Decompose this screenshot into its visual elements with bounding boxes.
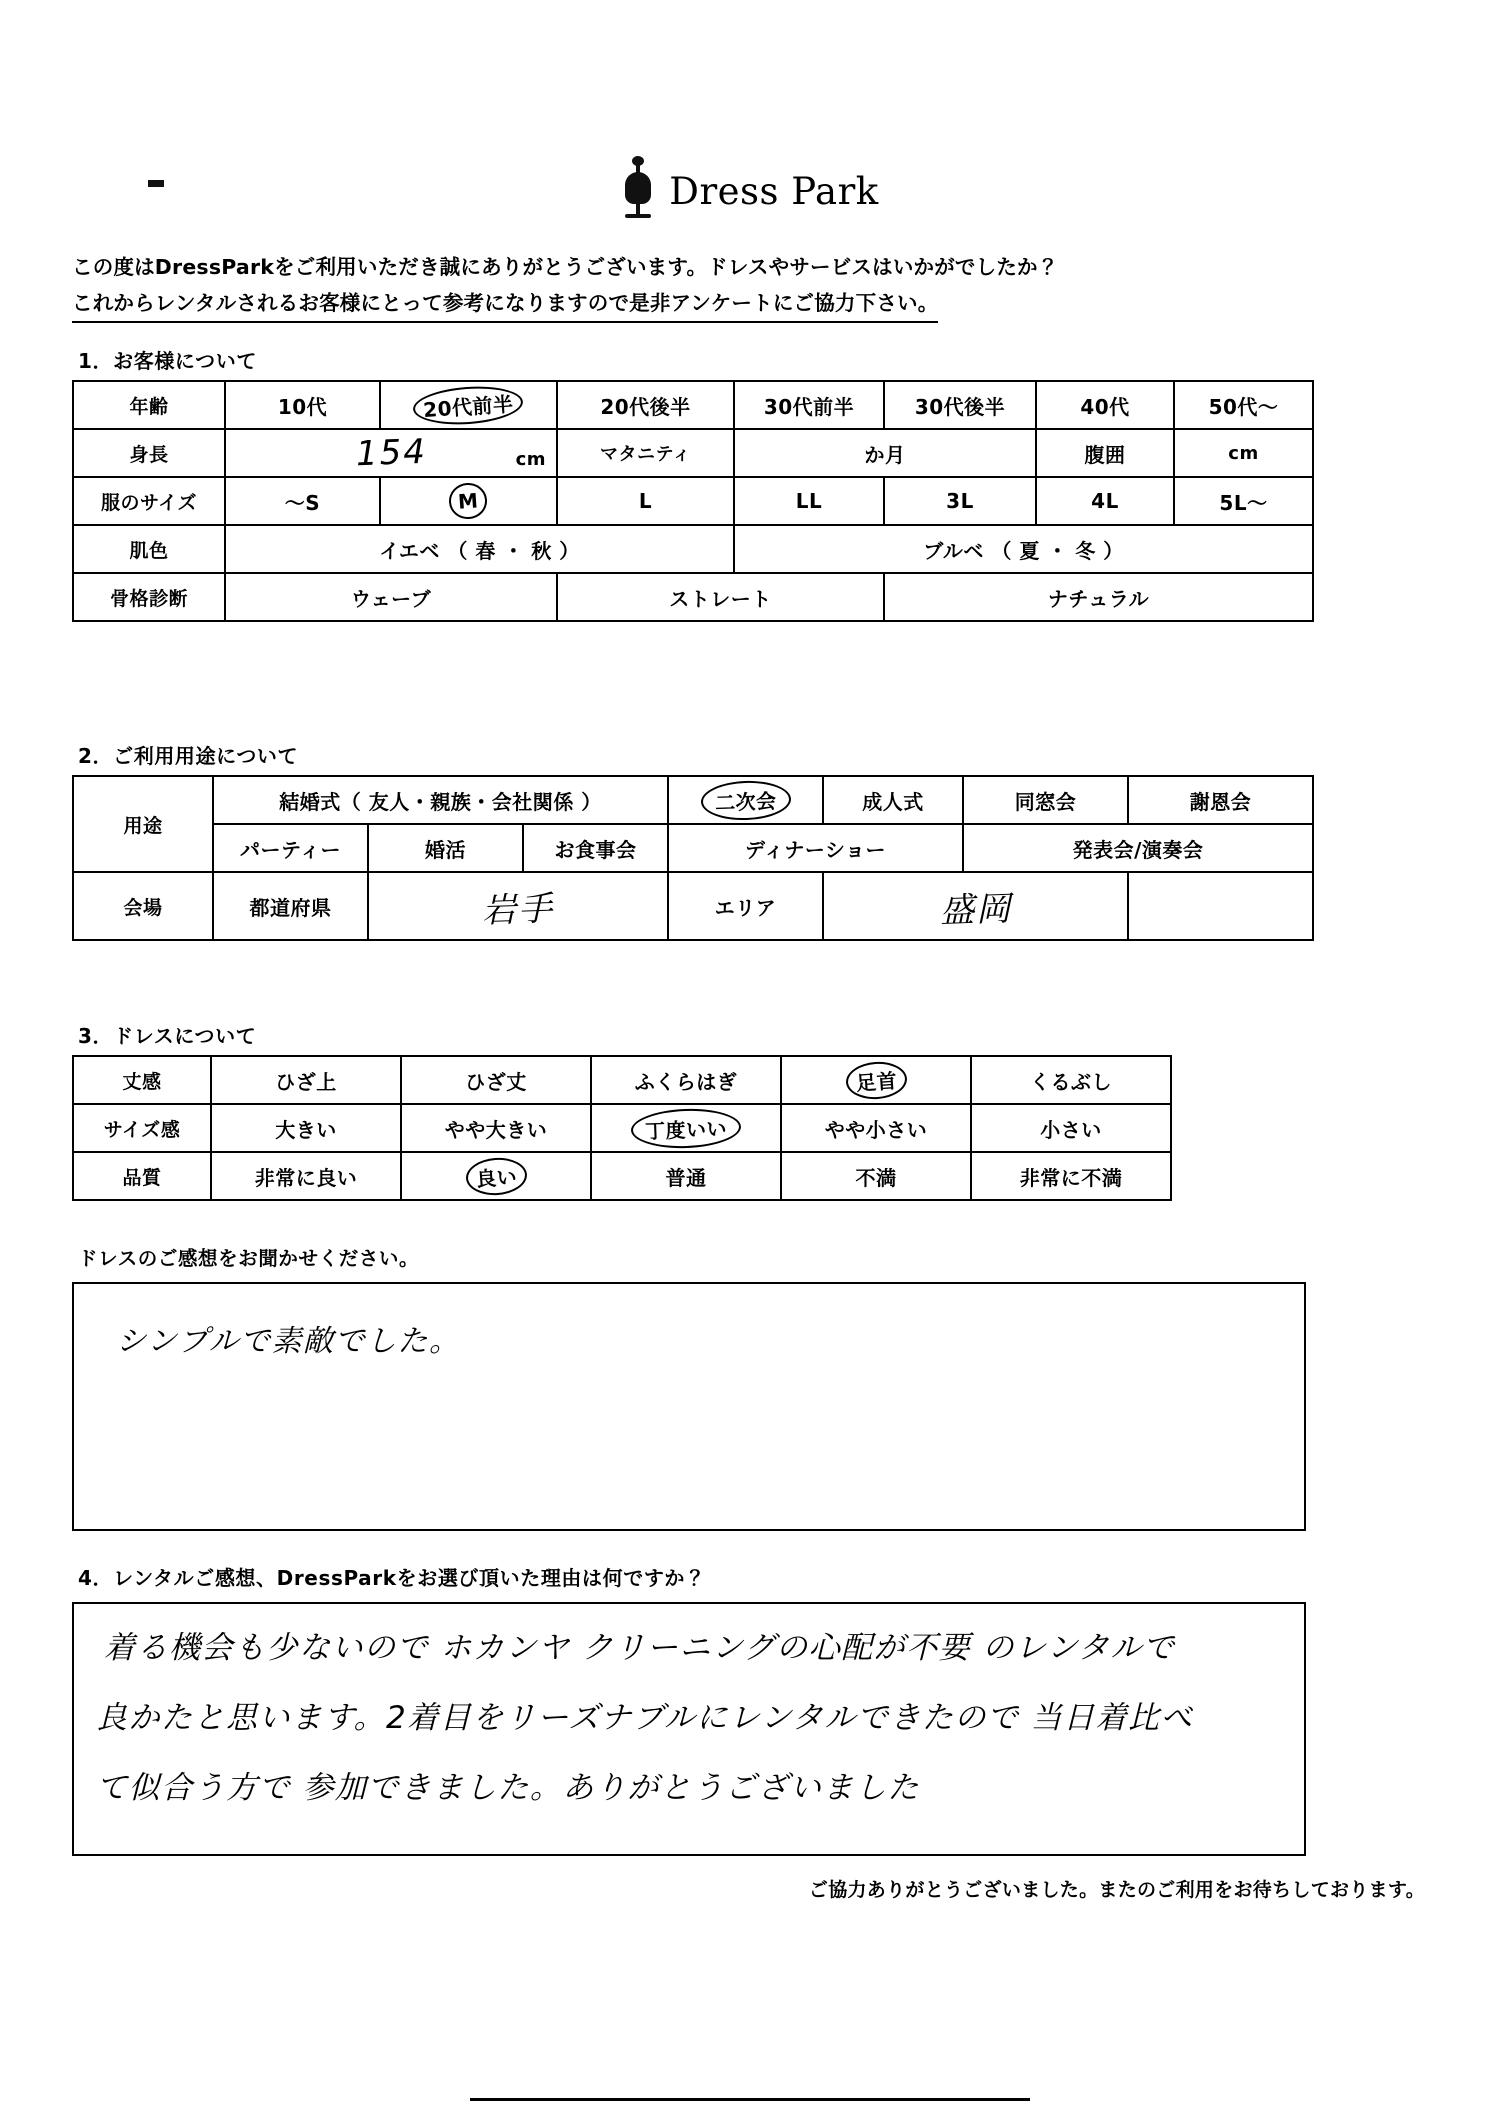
section-2-title: 2．ご利用用途について (78, 744, 299, 768)
table-row (73, 477, 1313, 525)
reason-line-1: 着る機会も少ないので ホカンヤ クリーニングの心配が不要 のレンタルで (104, 1630, 1176, 1666)
fit-option-slightly-large[interactable]: やや大きい (401, 1104, 591, 1152)
venue-empty-cell (1128, 872, 1313, 940)
age-option-30s-early[interactable]: 30代前半 (734, 381, 884, 429)
maternity-label[interactable]: マタニティ (557, 429, 734, 477)
usage-option-wedding[interactable]: 結婚式（ 友人・親族・会社関係 ） (213, 776, 668, 824)
age-option-20s-late[interactable]: 20代後半 (557, 381, 734, 429)
size-option-s[interactable]: ～S (225, 477, 380, 525)
usage-label: 用途 (73, 776, 213, 872)
dress-comment-label: ドレスのご感想をお聞かせください。 (78, 1247, 420, 1270)
table-row (73, 824, 1313, 872)
usage-table (72, 775, 1314, 941)
table-row (73, 872, 1313, 940)
area-label: エリア (668, 872, 823, 940)
footer-thanks: ご協力ありがとうございました。またのご利用をお待ちしております。 (808, 1879, 1425, 1901)
table-row (73, 1104, 1171, 1152)
skin-option-yellow[interactable]: イエベ （ 春 ・ 秋 ） (225, 525, 734, 573)
age-option-50s[interactable]: 50代～ (1174, 381, 1313, 429)
quality-label: 品質 (73, 1152, 211, 1200)
quality-option-very-dissatisfied[interactable]: 非常に不満 (971, 1152, 1171, 1200)
skin-option-blue[interactable]: ブルベ （ 夏 ・ 冬 ） (734, 525, 1313, 573)
bone-option-straight[interactable]: ストレート (557, 573, 884, 621)
waist-label: 腹囲 (1036, 429, 1174, 477)
selected-mark: 20代前半 (412, 383, 525, 428)
table-row (73, 429, 1313, 477)
quality-option-very-good[interactable]: 非常に良い (211, 1152, 401, 1200)
quality-option-good[interactable] (401, 1152, 591, 1200)
intro-text (72, 252, 1432, 323)
size-option-4l[interactable]: 4L (1036, 477, 1174, 525)
prefecture-value[interactable] (368, 872, 668, 940)
fit-option-slightly-small[interactable]: やや小さい (781, 1104, 971, 1152)
section-3-title: 3．ドレスについて (78, 1024, 257, 1048)
height-value-cell[interactable] (225, 429, 557, 477)
size-option-5l[interactable]: 5L～ (1174, 477, 1313, 525)
age-option-10s[interactable]: 10代 (225, 381, 380, 429)
table-row (73, 525, 1313, 573)
usage-option-recital[interactable]: 発表会/演奏会 (963, 824, 1313, 872)
usage-option-coming-of-age[interactable]: 成人式 (823, 776, 963, 824)
intro-line-2: これからレンタルされるお客様にとって参考になりますので是非アンケートにご協力下さい。 (72, 288, 938, 323)
length-label: 丈感 (73, 1056, 211, 1104)
waist-unit[interactable]: cm (1174, 429, 1313, 477)
size-label: 服のサイズ (73, 477, 225, 525)
table-row (73, 1056, 1171, 1104)
length-option-calf[interactable]: ふくらはぎ (591, 1056, 781, 1104)
prefecture-handwritten: 岩手 (481, 888, 555, 931)
selected-mark: 丁度いい (630, 1107, 741, 1150)
dress-table (72, 1055, 1172, 1201)
intro-line-1: この度はDressParkをご利用いただき誠にありがとうございます。ドレスやサービスはいかがでしたか？ (72, 255, 1059, 279)
size-option-ll[interactable]: LL (734, 477, 884, 525)
section-1-title: 1．お客様について (78, 349, 257, 373)
size-option-l[interactable]: L (557, 477, 734, 525)
length-option-above-knee[interactable]: ひざ上 (211, 1056, 401, 1104)
fit-option-small[interactable]: 小さい (971, 1104, 1171, 1152)
age-option-30s-late[interactable]: 30代後半 (884, 381, 1036, 429)
age-option-20s-early[interactable] (380, 381, 557, 429)
quality-option-dissatisfied[interactable]: 不満 (781, 1152, 971, 1200)
prefecture-label: 都道府県 (213, 872, 368, 940)
customer-table (72, 380, 1314, 622)
section-4-title: 4．レンタルご感想、DressParkをお選び頂いた理由は何ですか？ (78, 1566, 706, 1590)
selected-mark: M (448, 482, 489, 521)
dress-comment-text: シンプルで素敵でした。 (116, 1324, 461, 1359)
bone-option-natural[interactable]: ナチュラル (884, 573, 1313, 621)
usage-option-thanksgiving[interactable]: 謝恩会 (1128, 776, 1313, 824)
fit-option-large[interactable]: 大きい (211, 1104, 401, 1152)
brand-logo (0, 160, 1500, 222)
bone-option-wave[interactable]: ウェーブ (225, 573, 557, 621)
usage-option-reunion[interactable]: 同窓会 (963, 776, 1128, 824)
length-option-ankle[interactable] (781, 1056, 971, 1104)
usage-option-party[interactable]: パーティー (213, 824, 368, 872)
dress-comment-box[interactable] (72, 1282, 1306, 1531)
reason-box[interactable] (72, 1602, 1306, 1856)
age-label: 年齢 (73, 381, 225, 429)
length-option-knee[interactable]: ひざ丈 (401, 1056, 591, 1104)
length-option-anklebone[interactable]: くるぶし (971, 1056, 1171, 1104)
size-option-m[interactable] (380, 477, 557, 525)
skin-label: 肌色 (73, 525, 225, 573)
dressform-icon (621, 160, 655, 222)
table-row (73, 776, 1313, 824)
table-row (73, 573, 1313, 621)
maternity-months-cell[interactable]: か月 (734, 429, 1036, 477)
selected-mark: 良い (464, 1155, 527, 1196)
age-option-40s[interactable]: 40代 (1036, 381, 1174, 429)
bottom-divider (470, 2098, 1030, 2101)
size-option-3l[interactable]: 3L (884, 477, 1036, 525)
table-row (73, 1152, 1171, 1200)
fit-option-just-right[interactable] (591, 1104, 781, 1152)
brand-name: Dress Park (669, 169, 879, 213)
venue-label: 会場 (73, 872, 213, 940)
selected-mark: 足首 (844, 1059, 907, 1100)
bone-label: 骨格診断 (73, 573, 225, 621)
area-handwritten: 盛岡 (938, 888, 1013, 931)
quality-option-normal[interactable]: 普通 (591, 1152, 781, 1200)
height-handwritten-value: 154 (354, 431, 428, 475)
usage-option-afterparty[interactable] (668, 776, 823, 824)
reason-line-2: 良かたと思います。2着目をリーズナブルにレンタルできたので 当日着比べ (96, 1700, 1194, 1736)
usage-option-konkatsu[interactable]: 婚活 (368, 824, 523, 872)
usage-option-dinner-show[interactable]: ディナーショー (668, 824, 963, 872)
fit-label: サイズ感 (73, 1104, 211, 1152)
usage-option-meal[interactable]: お食事会 (523, 824, 668, 872)
height-label: 身長 (73, 429, 225, 477)
selected-mark: 二次会 (700, 779, 791, 821)
reason-line-3: て似合う方で 参加できました。ありがとうございました (96, 1770, 920, 1806)
height-unit: cm (515, 449, 546, 470)
table-row (73, 381, 1313, 429)
area-value[interactable] (823, 872, 1128, 940)
